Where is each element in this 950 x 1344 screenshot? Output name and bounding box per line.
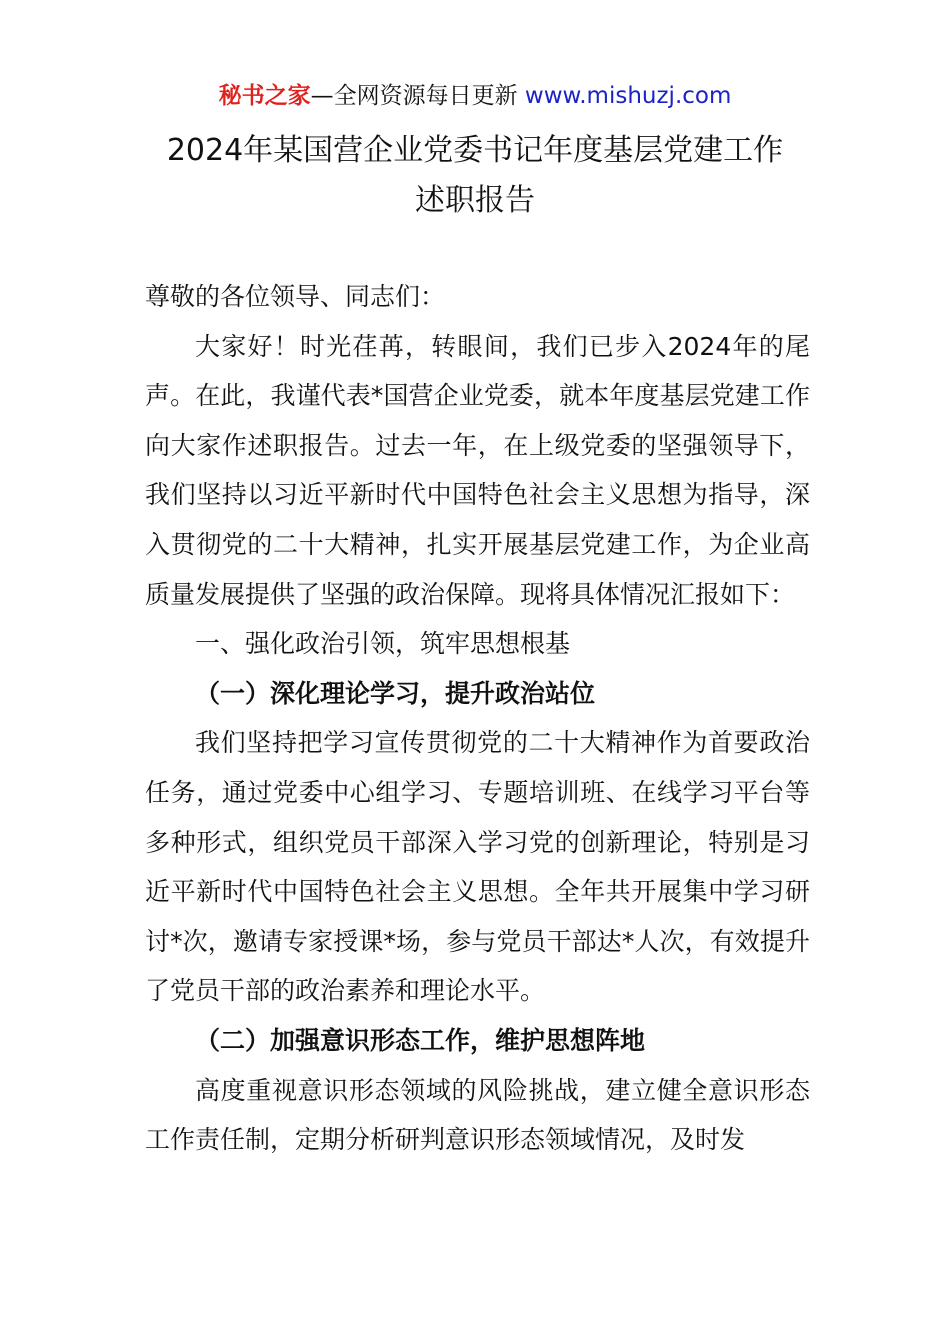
- brand-name: 秘书之家: [218, 83, 311, 109]
- document-title: [100, 126, 850, 226]
- salutation: 尊敬的各位领导、同志们：: [145, 282, 446, 311]
- subsection-heading-2: （二）加强意识形态工作，维护思想阵地: [195, 1025, 646, 1055]
- subsection-paragraph-1: 我们坚持把学习宣传贯彻党的二十大精神作为首要政治任务，通过党委中心组学习、专题培训班、在线学习平台等多种形式，组织党员干部深入学习党的创新理论，特别是习近平新时代中国特色社会主义思想。全年共开展集中学习研讨*次，邀请专家授课*场，参与党员干部达*人次，有效提升了党员干部的政治素养和理论水平。: [145, 728, 810, 1006]
- site-header: [0, 80, 950, 112]
- header-tagline: —全网资源每日更新: [310, 83, 525, 109]
- title-line-2: 述职报告: [415, 183, 535, 218]
- document-body: [145, 272, 810, 1165]
- title-line-1: 2024年某国营企业党委书记年度基层党建工作: [166, 133, 784, 168]
- section-heading: 一、强化政治引领，筑牢思想根基: [195, 629, 571, 659]
- intro-paragraph: 大家好！时光荏苒，转眼间，我们已步入2024年的尾声。在此，我谨代表*国营企业党委，就本年度基层党建工作向大家作述职报告。过去一年，在上级党委的坚强领导下，我们坚持以习近平新时代中国特色社会主义思想为指导，深入贯彻党的二十大精神，扎实开展基层党建工作，为企业高质量发展提供了坚强的政治保障。现将具体情况汇报如下：: [145, 331, 810, 609]
- subsection-paragraph-2: 高度重视意识形态领域的风险挑战，建立健全意识形态工作责任制，定期分析研判意识形态领域情况，及时发: [145, 1075, 810, 1155]
- site-url[interactable]: www.mishuzj.com: [524, 83, 732, 109]
- subsection-heading-1: （一）深化理论学习，提升政治站位: [195, 678, 596, 708]
